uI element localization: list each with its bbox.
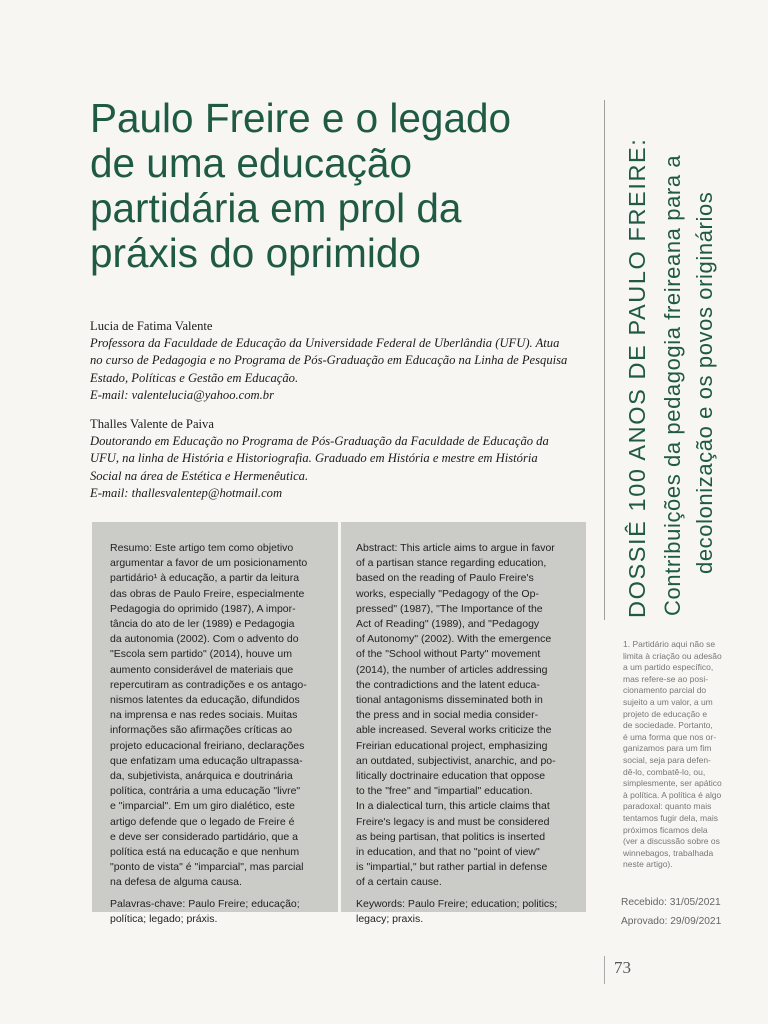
footnote-line: neste artigo). xyxy=(623,859,673,870)
resumo-line: Pedagogia do oprimido (1987), A impor- xyxy=(110,602,296,615)
abstract-line: to the "free" and "impartial" education. xyxy=(356,785,533,798)
resumo-line: informações são afirmações críticas ao xyxy=(110,724,293,737)
abstract-box xyxy=(92,522,586,925)
abstract-line: litically doctrinaire education that oppose xyxy=(356,770,546,783)
abstract-line: Freirian educational project, emphasizing xyxy=(356,739,548,752)
author-affiliation: UFU, na linha de História e Historiografia. Graduado em História e mestre em História xyxy=(90,451,538,466)
abstract-line: able increased. Several works criticize the xyxy=(356,724,552,737)
abstract-line: of Autonomy" (2002). With the emergence xyxy=(356,633,552,646)
side-divider xyxy=(604,100,605,620)
abstract-column xyxy=(356,541,568,927)
resumo-line: política, contrária a uma educação "livre" xyxy=(110,785,301,798)
resumo-keywords-line: política; legado; práxis. xyxy=(110,912,218,925)
page-number-rule xyxy=(604,956,605,984)
dossier-subtitle-line-2: decolonização e os povos originários xyxy=(692,191,717,574)
author-affiliation: Estado, Políticas e Gestão em Educação. xyxy=(90,370,299,385)
abstract-line: Abstract: This article aims to argue in favor xyxy=(356,542,555,554)
author-block-2 xyxy=(90,416,595,502)
footnote-line: é uma forma que nos or- xyxy=(623,731,717,742)
footnote-line: dê-lo, combatê-lo, ou, xyxy=(623,766,706,777)
resumo-line: na imprensa e nas redes sociais. Muitas xyxy=(110,709,298,722)
footnote-line: winnebagos, trabalhada xyxy=(623,847,714,858)
abstract-line: the contradictions and the latent educa- xyxy=(356,678,540,691)
resumo-line: das obras de Paulo Freire, especialmente xyxy=(110,587,305,600)
column-divider xyxy=(338,522,341,912)
author-affiliation: no curso de Pedagogia e no Programa de Pós-Graduação em Educação na Linha de Pesquisa xyxy=(90,353,568,368)
footnote-line: tentamos fugir dela, mais xyxy=(623,812,718,823)
resumo-line: artigo defende que o legado de Freire é xyxy=(110,815,295,828)
title-line: práxis do oprimido xyxy=(90,230,421,276)
resumo-column xyxy=(110,541,322,927)
author-affiliation: Professora da Faculdade de Educação da Universidade Federal de Uberlândia (UFU). Atua xyxy=(90,336,560,351)
resumo-line: nismos latentes da educação, difundidos xyxy=(110,694,300,707)
author-email: E-mail: valentelucia@yahoo.com.br xyxy=(90,387,274,402)
footnote-line: 1. Partidário aqui não se xyxy=(623,639,716,649)
footnote-line: mas refere-se ao posi- xyxy=(623,673,709,684)
abstract-line: works, especially "Pedagogy of the Op- xyxy=(356,587,539,600)
resumo-line: e "imparcial". Em um giro dialético, este xyxy=(110,800,295,813)
resumo-line: que enfatizam uma educação ultrapassa- xyxy=(110,754,303,767)
resumo-line: política está na educação e que nenhum xyxy=(110,846,300,859)
title-line: Paulo Freire e o legado xyxy=(90,95,512,141)
author-email: E-mail: thallesvalentep@hotmail.com xyxy=(90,485,283,500)
abstract-line: Act of Reading" (1989), and "Pedagogy xyxy=(356,618,540,631)
author-block-1 xyxy=(90,318,595,404)
footnote-line: cionamento parcial do xyxy=(623,685,707,696)
resumo-line: projeto educacional freiriano, declarações xyxy=(110,739,305,752)
dossier-title: DOSSIÊ 100 ANOS DE PAULO FREIRE: xyxy=(624,137,650,618)
footnote-line: social, seja para defen- xyxy=(623,754,711,765)
footnote-line: sujeito a um valor, a um xyxy=(623,696,713,707)
author-name: Lucia de Fatima Valente xyxy=(90,319,213,333)
resumo-line: Resumo: Este artigo tem como objetivo xyxy=(110,542,294,554)
abstract-line: tional antagonisms disseminated both in xyxy=(356,694,543,707)
resumo-line: da autonomia (2002). Com o advento do xyxy=(110,633,299,646)
footnote-line: ganizamos para um fim xyxy=(623,743,712,754)
abstract-line: is "impartial," but rather partial in defense xyxy=(356,861,548,874)
abstract-keywords-line: Keywords: Paulo Freire; education; politics; xyxy=(356,897,558,910)
footnote-line: a um partido específico, xyxy=(623,662,714,673)
dossier-subtitle-line-1: Contribuições da pedagogia freireana para a xyxy=(660,154,685,616)
resumo-line: repercutiram as contradições e os antago- xyxy=(110,678,307,691)
footnote-line: projeto de educação e xyxy=(623,708,708,719)
abstract-line: the press and in social media consider- xyxy=(356,709,539,722)
resumo-line: argumentar a favor de um posicionamento xyxy=(110,557,308,570)
resumo-line: da, subjetivista, anárquica e doutrinária xyxy=(110,770,293,783)
abstract-line: as being partisan, that politics is inserted xyxy=(356,830,546,843)
resumo-line: "ponto de vista" é "imparcial", mas parcial xyxy=(110,861,304,874)
resumo-line: aumento considerável de materiais que xyxy=(110,663,294,676)
resumo-keywords-line: Palavras-chave: Paulo Freire; educação; xyxy=(110,897,300,910)
approved-date: Aprovado: 29/09/2021 xyxy=(621,916,722,927)
abstract-line: of a partisan stance regarding education, xyxy=(356,557,547,570)
resumo-line: partidário¹ à educação, a partir da leitura xyxy=(110,572,300,585)
footnote-line: próximos ficamos dela xyxy=(623,824,708,835)
footnote-line: limita à criação ou adesão xyxy=(623,650,722,661)
abstract-line: (2014), the number of articles addressing xyxy=(356,663,548,676)
resumo-line: "Escola sem partido" (2014), houve um xyxy=(110,648,292,661)
article-title xyxy=(90,96,590,276)
abstract-line: In a dialectical turn, this article claims that xyxy=(356,800,550,813)
footnote xyxy=(623,639,763,871)
abstract-line: in education, and that no "point of view" xyxy=(356,846,540,859)
author-affiliation: Social na área de Estética e Hermenêutica. xyxy=(90,468,309,483)
resumo-line: e deve ser considerado partidário, que a xyxy=(110,830,298,843)
abstract-line: Freire's legacy is and must be considered xyxy=(356,815,550,828)
received-date: Recebido: 31/05/2021 xyxy=(621,897,721,908)
title-line: partidária em prol da xyxy=(90,185,462,231)
abstract-line: of the "School without Party" movement xyxy=(356,648,541,661)
resumo-line: na defesa de alguma causa. xyxy=(110,876,242,889)
footnote-line: paradoxal: quanto mais xyxy=(623,801,712,812)
footnote-line: (ver a discussão sobre os xyxy=(623,836,720,847)
dates-block xyxy=(621,893,721,931)
author-affiliation: Doutorando em Educação no Programa de Pós-Graduação da Faculdade de Educação da xyxy=(90,434,549,449)
abstract-line: of a certain cause. xyxy=(356,876,442,889)
footnote-line: de sociedade. Portanto, xyxy=(623,720,713,731)
footnote-line: à política. A política é algo xyxy=(623,789,722,800)
abstract-line: an outdated, subjectivist, anarchic, and po- xyxy=(356,754,556,767)
abstract-line: pressed" (1987), "The Importance of the xyxy=(356,602,543,615)
footnote-line: simplesmente, ser apático xyxy=(623,778,722,789)
resumo-line: tância do ato de ler (1989) e Pedagogia xyxy=(110,618,295,631)
author-name: Thalles Valente de Paiva xyxy=(90,417,214,431)
page-number: 73 xyxy=(614,958,631,977)
title-line: de uma educação xyxy=(90,140,412,186)
abstract-keywords-line: legacy; praxis. xyxy=(356,912,424,925)
abstract-line: based on the reading of Paulo Freire's xyxy=(356,572,534,585)
